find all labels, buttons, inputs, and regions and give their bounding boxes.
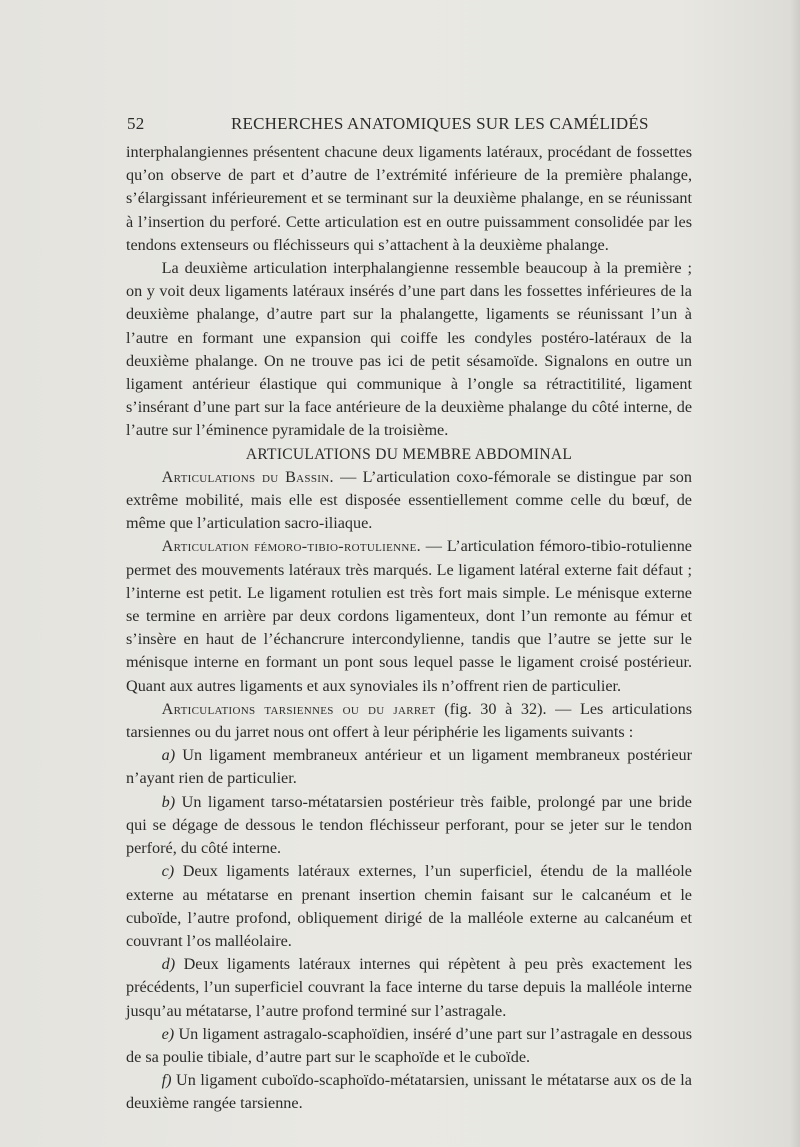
paragraph-lead: Articulations du Bassin. xyxy=(161,467,334,486)
paragraph-text: (fig. 30 à 32). — Les articulations tarsiennes ou du jarret nous ont offert à leur périphérie les ligaments suivants : xyxy=(126,699,692,742)
list-marker: b) xyxy=(161,792,176,811)
page-edge-shadow xyxy=(790,0,800,1147)
list-marker: d) xyxy=(161,955,176,974)
list-item-text: Un ligament tarso-métatarsien postérieur très faible, prolongé par une bride qui se dégage de dessous le tendon fléchisseur perforant, pour se jeter sur le tendon perforé, du côté interne. xyxy=(126,792,692,858)
paragraph-tarsiennes xyxy=(126,698,692,744)
list-item-text: Un ligament cuboïdo-scaphoïdo-métatarsien, unissant le métatarse aux os de la deuxième rangée tarsienne. xyxy=(126,1071,692,1113)
list-marker: f) xyxy=(161,1071,172,1090)
running-title: RECHERCHES ANATOMIQUES SUR LES CAMÉLIDÉS xyxy=(231,114,649,133)
page-number: 52 xyxy=(127,114,145,133)
list-item-text: Un ligament membraneux antérieur et un ligament membraneux postérieur n’ayant rien de particulier. xyxy=(126,746,692,788)
list-item-f xyxy=(126,1069,692,1115)
list-marker: e) xyxy=(161,1024,175,1043)
paragraph-femoro xyxy=(126,535,692,697)
list-marker: c) xyxy=(161,862,175,881)
list-item-c xyxy=(126,860,692,953)
paragraph-lead: Articulation fémoro-tibio-rotulienne. xyxy=(161,537,421,556)
list-marker: a) xyxy=(161,746,176,765)
list-item-a xyxy=(126,744,692,790)
paragraph-text: — L’articulation fémoro-tibio-rotulienne permet des mouvements latéraux très marqués. Le ligament latéral externe fait défaut ; l’interne est petit. Le ligament rotulien est très fort mais simple. Le ménisque externe se termine en arrière par deux cordons ligamenteux, dont l’un remonte au fémur et s’insère en haut de l’échancrure intercondylienne, tandis que l’autre se jette sur le ménisque interne en formant un pont sous lequel passe le ligament croisé postérieur. Quant aux autres ligaments et aux synoviales ils n’offrent rien de particulier. xyxy=(126,537,692,695)
list-item-text: Deux ligaments latéraux externes, l’un superficiel, étendu de la malléole externe au métatarse en prenant insertion chemin faisant sur le calcanéum et le cuboïde, l’autre profond, obliquement dirigé de la malléole externe au calcanéum et couvrant l’os malléolaire. xyxy=(126,862,692,950)
list-item-e xyxy=(126,1023,692,1069)
paragraph-1: interphalangiennes présentent chacune deux ligaments latéraux, procédant de fossettes qu’on observe de part et d’autre de l’extrémité inférieure de la première phalange, s’élargissant inférieurement et se terminant sur la deuxième phalange, en se réunissant à l’insertion du perforé. Cette articulation est en outre puissamment consolidée par les tendons extenseurs ou fléchisseurs qui s’attachent à la deuxième phalange. xyxy=(126,143,692,254)
paragraph-text: — L’articulation coxo-fémorale se distingue par son extrême mobilité, mais elle est disposée essentiellement comme celle du bœuf, de même que l’articulation sacro-iliaque. xyxy=(126,467,692,533)
page-header xyxy=(127,114,687,136)
list-item-text: Un ligament astragalo-scaphoïdien, inséré d’une part sur l’astragale en dessous de sa poulie tibiale, d’autre part sur le scaphoïde et le cuboïde. xyxy=(126,1024,692,1066)
body-text xyxy=(126,141,692,1116)
list-item-text: Deux ligaments latéraux internes qui répètent à peu près exactement les précédents, l’un superficiel couvrant la face interne du tarse depuis la malléole interne jusqu’au métatarse, l’autre profond terminé sur l’astragale. xyxy=(126,955,692,1020)
section-title: ARTICULATIONS DU MEMBRE ABDOMINAL xyxy=(245,445,573,463)
list-item-d xyxy=(126,953,692,1023)
list-item-b xyxy=(126,791,692,861)
paragraph-lead: Articulations tarsiennes ou du jarret xyxy=(161,699,436,718)
paragraph-2: La deuxième articulation interphalangienne ressemble beaucoup à la première ; on y voit deux ligaments latéraux insérés d’une part dans les fossettes inférieures de la deuxième phalange, d’autre part sur la phalangette, ligaments se réunissant l’un à l’autre en formant une expansion qui coiffe les condyles postéro-latéraux de la deuxième phalange. On ne trouve pas ici de petit sésamoïde. Signalons en outre un ligament antérieur élastique qui communique à l’ongle sa rétractitilité, ligament s’insérant d’une part sur la face antérieure de la deuxième phalange du côté interne, de l’autre sur l’éminence pyramidale de la troisième. xyxy=(126,259,692,440)
paragraph-bassin xyxy=(126,466,692,536)
